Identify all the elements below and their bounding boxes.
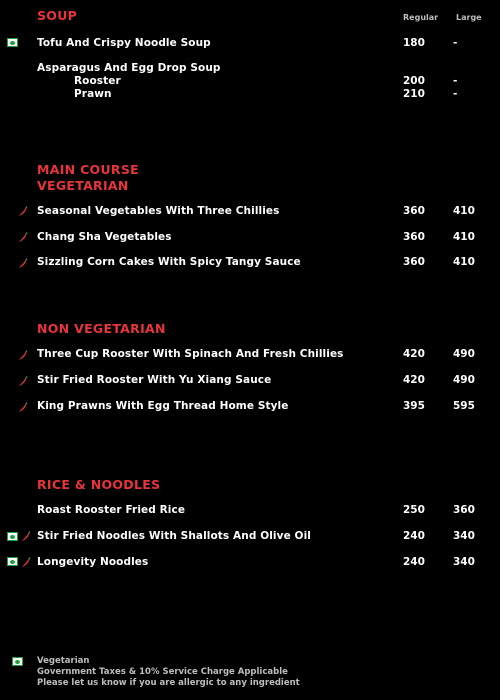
legend-vegetarian-label: Vegetarian — [37, 656, 90, 666]
chili-icon — [20, 531, 31, 542]
menu-item-price-regular: 395 — [403, 400, 425, 412]
chili-icon — [17, 402, 28, 413]
menu-item-price-regular: 210 — [403, 88, 425, 100]
menu-item-price-large: 340 — [453, 556, 475, 568]
menu-item-variant: Rooster — [74, 75, 121, 87]
veg-mark-icon — [7, 38, 18, 47]
chili-icon — [17, 232, 28, 243]
veg-mark-icon — [7, 532, 18, 541]
section-title-rice-noodles: RICE & NOODLES — [37, 477, 161, 492]
menu-item-name: Chang Sha Vegetables — [37, 231, 172, 243]
allergy-note: Please let us know if you are allergic to any ingredient — [37, 678, 300, 688]
menu-item-price-regular: 360 — [403, 256, 425, 268]
menu-item-price-regular: 360 — [403, 205, 425, 217]
column-header-regular: Regular — [403, 13, 439, 22]
section-title-main-course: MAIN COURSE — [37, 162, 139, 177]
menu-item-price-large: - — [453, 75, 458, 87]
chili-icon — [20, 557, 31, 568]
menu-item-price-regular: 420 — [403, 374, 425, 386]
menu-item-price-large: - — [453, 88, 458, 100]
menu-item-name: Sizzling Corn Cakes With Spicy Tangy Sauce — [37, 256, 301, 268]
menu-item-price-large: 595 — [453, 400, 475, 412]
menu-item-name: Tofu And Crispy Noodle Soup — [37, 37, 211, 49]
menu-item-price-regular: 240 — [403, 530, 425, 542]
section-title-soup: SOUP — [37, 8, 78, 23]
menu-item-price-regular: 200 — [403, 75, 425, 87]
menu-item-name: Stir Fried Noodles With Shallots And Olive Oil — [37, 530, 311, 542]
menu-item-name: Roast Rooster Fried Rice — [37, 504, 186, 516]
section-title-non-vegetarian: NON VEGETARIAN — [37, 321, 166, 336]
tax-note: Government Taxes & 10% Service Charge Applicable — [37, 667, 288, 677]
menu-item-price-large: 490 — [453, 348, 475, 360]
menu-item-price-large: 360 — [453, 504, 475, 516]
menu-item-price-regular: 180 — [403, 37, 425, 49]
chili-icon — [17, 350, 28, 361]
menu-item-price-large: 410 — [453, 205, 475, 217]
menu-item-price-large: 410 — [453, 231, 475, 243]
menu-item-name: Longevity Noodles — [37, 556, 149, 568]
menu-item-price-large: 340 — [453, 530, 475, 542]
veg-mark-icon — [12, 657, 23, 666]
menu-item-name: Seasonal Vegetables With Three Chillies — [37, 205, 280, 217]
menu-item-variant: Prawn — [74, 88, 112, 100]
menu-item-price-large: - — [453, 37, 458, 49]
chili-icon — [17, 376, 28, 387]
veg-mark-icon — [7, 557, 18, 566]
section-subtitle-vegetarian: VEGETARIAN — [37, 178, 129, 193]
menu-item-price-regular: 240 — [403, 556, 425, 568]
menu-item-name: Three Cup Rooster With Spinach And Fresh Chillies — [37, 348, 344, 360]
menu-item-name: Asparagus And Egg Drop Soup — [37, 62, 221, 74]
menu-item-name: Stir Fried Rooster With Yu Xiang Sauce — [37, 374, 272, 386]
menu-item-price-regular: 250 — [403, 504, 425, 516]
menu-item-price-large: 490 — [453, 374, 475, 386]
chili-icon — [17, 258, 28, 269]
footer-notes — [37, 656, 300, 689]
menu-item-name: King Prawns With Egg Thread Home Style — [37, 400, 289, 412]
chili-icon — [17, 206, 28, 217]
menu-item-price-regular: 360 — [403, 231, 425, 243]
column-header-large: Large — [456, 13, 482, 22]
menu-item-price-large: 410 — [453, 256, 475, 268]
menu-item-price-regular: 420 — [403, 348, 425, 360]
